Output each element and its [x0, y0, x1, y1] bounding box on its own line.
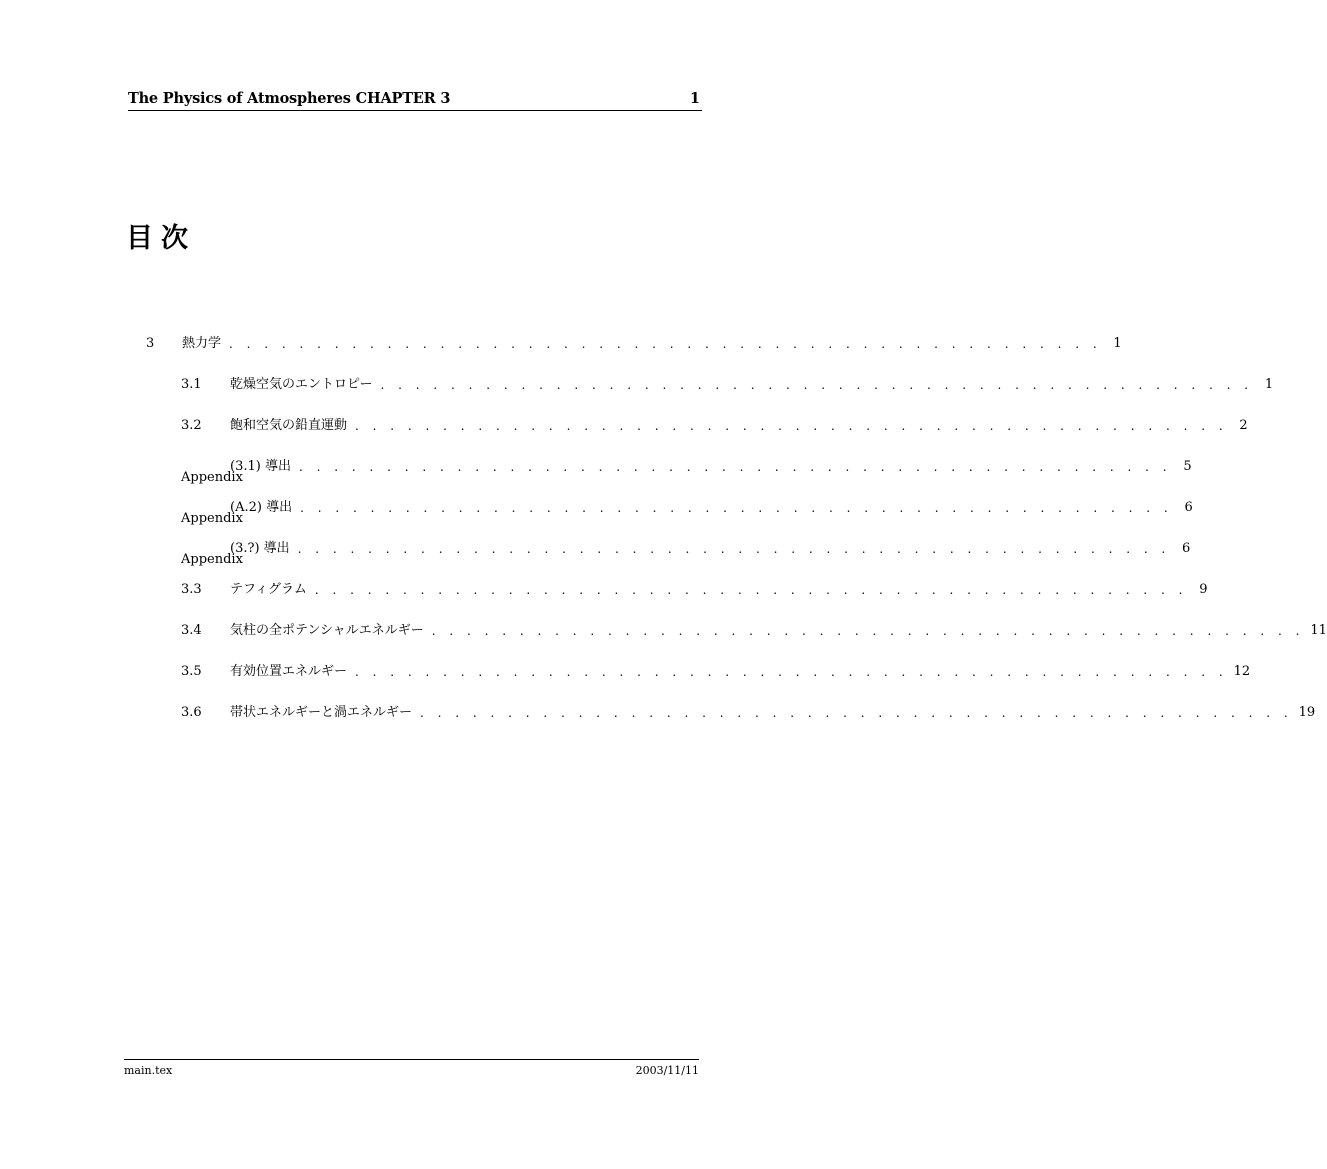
toc-entry-appendix[interactable]: Appendix (3.1) 導出 . . . . . . . . . . . . . . . . . . . . . . . . . . . . . . . . . . . . . . . . . . . . . . . . . . 5 — [181, 456, 702, 478]
toc-leader-dots: . . . . . . . . . . . . . . . . . . . . . . . . . . . . . . . . . . . . . . . . . . . . . . . . . . — [300, 501, 1173, 515]
toc-entry-appendix[interactable]: Appendix (3.?) 導出 . . . . . . . . . . . . . . . . . . . . . . . . . . . . . . . . . . . . . . . . . . . . . . . . . . 6 — [181, 538, 702, 560]
toc-entry[interactable] — [181, 579, 1208, 601]
toc-entry-page: 1 — [1264, 377, 1274, 392]
toc-entry-number: 3.5 — [181, 664, 202, 679]
toc-entry[interactable] — [181, 415, 1248, 437]
toc-entry-number: 3.6 — [181, 705, 202, 720]
toc-entry-title: 乾燥空気のエントロピー — [230, 377, 373, 392]
toc-entry-number: 3.3 — [181, 582, 202, 597]
toc-entry-title: (A.2) 導出 — [230, 500, 293, 515]
footer-rule — [124, 1059, 699, 1061]
toc-entry[interactable] — [181, 661, 1251, 683]
toc-leader-dots: . . . . . . . . . . . . . . . . . . . . . . . . . . . . . . . . . . . . . . . . . . . . . . . . . . — [420, 706, 1293, 720]
toc-leader-dots: . . . . . . . . . . . . . . . . . . . . . . . . . . . . . . . . . . . . . . . . . . . . . . . . . . — [229, 337, 1102, 351]
footer-filename: main.tex — [124, 1064, 173, 1077]
toc-leader-dots: . . . . . . . . . . . . . . . . . . . . . . . . . . . . . . . . . . . . . . . . . . . . . . . . . . — [355, 665, 1228, 679]
toc-entry-page: 9 — [1199, 582, 1208, 597]
toc-entry[interactable] — [181, 374, 1274, 396]
toc-leader-dots: . . . . . . . . . . . . . . . . . . . . . . . . . . . . . . . . . . . . . . . . . . . . . . . . . . — [314, 583, 1188, 597]
header-page-number: 1 — [689, 90, 700, 107]
footer-date: 2003/11/11 — [635, 1064, 699, 1077]
toc-entry-title: 有効位置エネルギー — [230, 664, 348, 679]
toc-heading: 目次 — [126, 223, 196, 254]
toc-entry-title: (3.?) 導出 — [230, 541, 290, 556]
toc-entry-number: 3.2 — [181, 418, 202, 433]
toc-entry[interactable] — [146, 333, 1122, 355]
toc-entry-number: 3.4 — [181, 623, 202, 638]
toc-entry-number: 3 — [146, 336, 155, 351]
toc-entry-title: 気柱の全ポテンシャルエネルギー — [230, 623, 424, 638]
toc-entry-page: 19 — [1298, 705, 1316, 720]
toc-entry-title: 飽和空気の鉛直運動 — [230, 418, 348, 433]
toc-entry-appendix[interactable]: Appendix (A.2) 導出 . . . . . . . . . . . . . . . . . . . . . . . . . . . . . . . . . . . . . . . . . . . . . . . . . . 6 — [181, 497, 702, 519]
toc-entry-number: 3.1 — [181, 377, 202, 392]
toc-entry[interactable] — [181, 702, 1316, 724]
toc-leader-dots: . . . . . . . . . . . . . . . . . . . . . . . . . . . . . . . . . . . . . . . . . . . . . . . . . . — [298, 460, 1172, 474]
toc-entry-page: 11 — [1310, 623, 1327, 638]
toc-entry-page: 2 — [1239, 418, 1248, 433]
toc-entry-title: テフィグラム — [230, 582, 307, 597]
toc-entry-title: (3.1) 導出 — [230, 459, 291, 474]
toc-entry-page: 6 — [1182, 541, 1191, 556]
header-title: The Physics of Atmospheres CHAPTER 3 — [128, 90, 451, 107]
toc-entry-page: 1 — [1113, 336, 1122, 351]
toc-leader-dots: . . . . . . . . . . . . . . . . . . . . . . . . . . . . . . . . . . . . . . . . . . . . . . . . . . — [297, 542, 1171, 556]
toc-leader-dots: . . . . . . . . . . . . . . . . . . . . . . . . . . . . . . . . . . . . . . . . . . . . . . . . . . — [431, 624, 1305, 638]
toc-entry-title: 帯状エネルギーと渦エネルギー — [230, 705, 413, 720]
toc-entry-page: 12 — [1233, 664, 1251, 679]
toc-leader-dots: . . . . . . . . . . . . . . . . . . . . . . . . . . . . . . . . . . . . . . . . . . . . . . . . . . — [355, 419, 1228, 433]
toc-entry-page: 6 — [1184, 500, 1193, 515]
toc-entry[interactable] — [181, 620, 1327, 642]
toc-entry-title: 熱力学 — [182, 336, 222, 351]
toc-entry-page: 5 — [1183, 459, 1192, 474]
toc-leader-dots: . . . . . . . . . . . . . . . . . . . . . . . . . . . . . . . . . . . . . . . . . . . . . . . . . . — [380, 378, 1254, 392]
running-header — [128, 90, 702, 111]
